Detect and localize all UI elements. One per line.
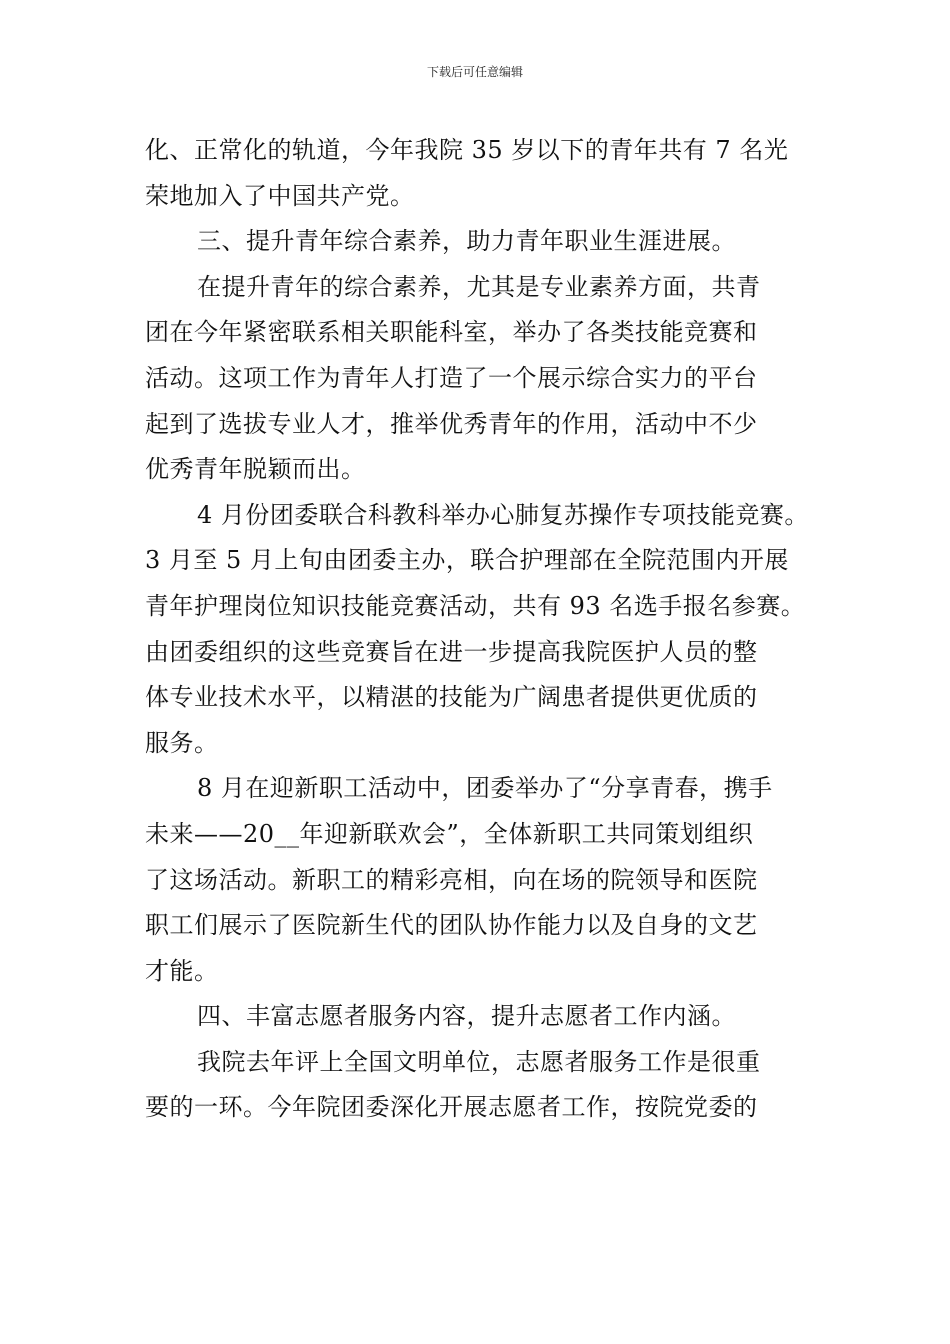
text-line: 三、提升青年综合素养，助力青年职业生涯进展。 — [197, 227, 736, 256]
text-line: 青年护理岗位知识技能竞赛活动，共有 93 名选手报名参赛。 — [145, 591, 806, 620]
text-line: 4 月份团委联合科教科举办心肺复苏操作专项技能竞赛。 — [197, 500, 809, 529]
text-line: 职工们展示了医院新生代的团队协作能力以及自身的文艺 — [145, 911, 758, 940]
text-line: 荣地加入了中国共产党。 — [145, 181, 415, 210]
text-line: 服务。 — [145, 728, 219, 757]
text-line: 要的一环。今年院团委深化开展志愿者工作，按院党委的 — [145, 1093, 758, 1122]
text-line: 起到了选拔专业人才，推举优秀青年的作用，活动中不少 — [145, 409, 758, 438]
document-body — [145, 128, 815, 1131]
text-line: 活动。这项工作为青年人打造了一个展示综合实力的平台 — [145, 363, 758, 392]
text-line: 8 月在迎新职工活动中，团委举办了“分享青春，携手 — [197, 774, 773, 803]
text-line: 化、正常化的轨道，今年我院 35 岁以下的青年共有 7 名光 — [145, 136, 789, 164]
text-line: 未来——20__年迎新联欢会”，全体新职工共同策划组织 — [145, 819, 754, 848]
text-line: 由团委组织的这些竞赛旨在进一步提高我院医护人员的整 — [145, 637, 758, 666]
text-line: 我院去年评上全国文明单位，志愿者服务工作是很重 — [197, 1047, 761, 1076]
text-line: 体专业技术水平，以精湛的技能为广阔患者提供更优质的 — [145, 683, 758, 712]
text-line: 团在今年紧密联系相关职能科室，举办了各类技能竞赛和 — [145, 318, 758, 347]
page-header: 下载后可任意编辑 — [426, 65, 523, 79]
text-line: 3 月至 5 月上旬由团委主办，联合护理部在全院范围内开展 — [145, 546, 789, 575]
text-line: 优秀青年脱颖而出。 — [145, 455, 366, 484]
text-line: 四、丰富志愿者服务内容，提升志愿者工作内涵。 — [197, 1002, 736, 1031]
text-line: 才能。 — [145, 956, 219, 985]
text-line: 在提升青年的综合素养，尤其是专业素养方面，共青 — [197, 272, 761, 301]
text-line: 了这场活动。新职工的精彩亮相，向在场的院领导和医院 — [145, 865, 758, 894]
